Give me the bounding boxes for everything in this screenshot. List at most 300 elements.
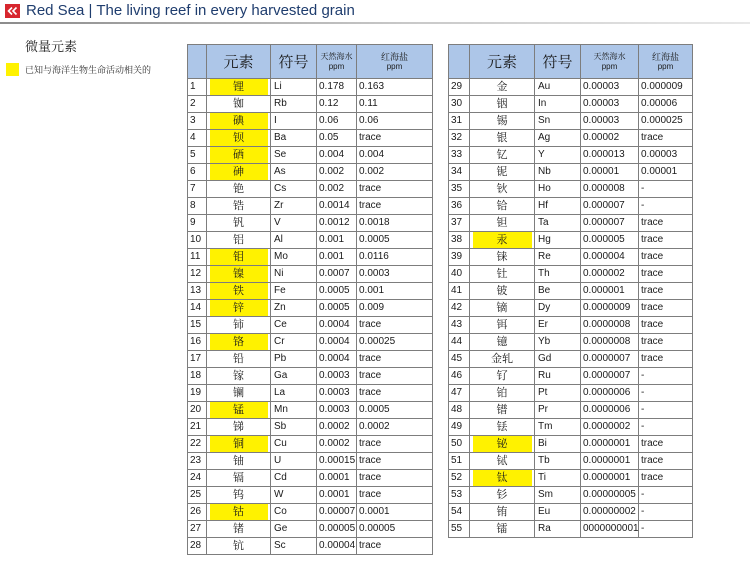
cell-symbol: Be [535,283,581,300]
trace-element-table-left [187,44,433,555]
cell-element: 钨 [207,487,271,504]
cell-redsea: - [639,487,693,504]
cell-symbol: Tm [535,419,581,436]
cell-element: 钛 [470,470,535,487]
cell-element: 钼 [207,249,271,266]
cell-redsea: trace [357,436,433,453]
table-row [449,164,693,181]
cell-redsea: 0.11 [357,96,433,113]
table-row [449,96,693,113]
cell-redsea: 0.00001 [639,164,693,181]
cell-element: 锆 [207,198,271,215]
cell-no: 32 [449,130,470,147]
cell-symbol: Zr [271,198,317,215]
cell-no: 14 [188,300,207,317]
cell-element: 铁 [207,283,271,300]
cell-no: 29 [449,79,470,96]
cell-no: 40 [449,266,470,283]
cell-no: 11 [188,249,207,266]
cell-redsea: 0.0003 [357,266,433,283]
table-row [188,96,433,113]
cell-no: 19 [188,385,207,402]
cell-seawater: 0.000002 [581,266,639,283]
column-header-seawater-unit: ppm [601,61,618,71]
cell-seawater: 0.0004 [317,334,357,351]
table-row [449,317,693,334]
cell-symbol: Cu [271,436,317,453]
table-row [449,130,693,147]
cell-seawater: 0.000007 [581,198,639,215]
cell-seawater: 0.001 [317,249,357,266]
cell-redsea: - [639,368,693,385]
cell-redsea: trace [357,198,433,215]
cell-seawater: 0.0000009 [581,300,639,317]
cell-element: 铈 [207,317,271,334]
cell-seawater: 0.00015 [317,453,357,470]
table-row [188,385,433,402]
cell-redsea: trace [639,232,693,249]
table-row [449,487,693,504]
cell-element: 钴 [207,504,271,521]
cell-no: 13 [188,283,207,300]
table-row [188,470,433,487]
cell-element: 金轧 [470,351,535,368]
cell-no: 44 [449,334,470,351]
cell-seawater: 0.0000001 [581,453,639,470]
cell-element: 锑 [207,419,271,436]
column-header-redsea [639,45,693,79]
cell-element: 锌 [207,300,271,317]
cell-redsea: trace [357,130,433,147]
cell-seawater: 0.00005 [317,521,357,538]
cell-no: 6 [188,164,207,181]
cell-seawater: 0.00000002 [581,504,639,521]
cell-seawater: 0.178 [317,79,357,96]
cell-seawater: 0.0000006 [581,385,639,402]
cell-element: 砷 [207,164,271,181]
table-row [449,368,693,385]
cell-no: 38 [449,232,470,249]
table-row [188,283,433,300]
cell-element: 铌 [470,164,535,181]
cell-no: 10 [188,232,207,249]
cell-redsea: trace [357,385,433,402]
cell-redsea: - [639,198,693,215]
cell-redsea: - [639,504,693,521]
cell-redsea: trace [639,436,693,453]
table-row [188,504,433,521]
cell-no: 41 [449,283,470,300]
cell-no: 26 [188,504,207,521]
cell-element: 铪 [470,198,535,215]
cell-seawater: 0.0002 [317,419,357,436]
cell-no: 39 [449,249,470,266]
cell-no: 20 [188,402,207,419]
cell-no: 16 [188,334,207,351]
cell-seawater: 0000000001 [581,521,639,538]
double-chevron-left-icon [5,4,20,18]
cell-element: 铽 [470,453,535,470]
column-header-number [188,45,207,79]
table-row [449,470,693,487]
cell-symbol: Li [271,79,317,96]
cell-symbol: Ag [535,130,581,147]
cell-symbol: Zn [271,300,317,317]
cell-symbol: Sn [535,113,581,130]
table-row [188,113,433,130]
cell-redsea: 0.163 [357,79,433,96]
cell-symbol: Tb [535,453,581,470]
cell-redsea: 0.0005 [357,232,433,249]
cell-seawater: 0.001 [317,232,357,249]
cell-no: 4 [188,130,207,147]
cell-no: 35 [449,181,470,198]
cell-seawater: 0.000005 [581,232,639,249]
cell-element: 镉 [207,470,271,487]
table-row [188,334,433,351]
cell-no: 53 [449,487,470,504]
cell-no: 17 [188,351,207,368]
cell-element: 镍 [207,266,271,283]
cell-seawater: 0.0005 [317,300,357,317]
cell-symbol: Gd [535,351,581,368]
cell-element: 铷 [207,96,271,113]
cell-no: 18 [188,368,207,385]
cell-symbol: Re [535,249,581,266]
cell-redsea: 0.0005 [357,402,433,419]
cell-no: 42 [449,300,470,317]
cell-element: 锰 [207,402,271,419]
cell-symbol: Ge [271,521,317,538]
cell-symbol: Pt [535,385,581,402]
cell-no: 49 [449,419,470,436]
table-row [449,79,693,96]
cell-redsea: trace [357,470,433,487]
column-header-seawater [581,45,639,79]
cell-seawater: 0.0000008 [581,317,639,334]
table-row [449,436,693,453]
cell-no: 31 [449,113,470,130]
column-header-redsea-label: 红海盐 [380,51,408,62]
cell-element: 碘 [207,113,271,130]
cell-seawater: 0.0000001 [581,470,639,487]
cell-element: 镨 [470,402,535,419]
column-header-element: 元素 [207,45,271,79]
cell-no: 1 [188,79,207,96]
cell-element: 镝 [470,300,535,317]
table-row [188,538,433,555]
cell-no: 8 [188,198,207,215]
cell-redsea: trace [357,487,433,504]
cell-symbol: Mn [271,402,317,419]
cell-redsea: trace [639,130,693,147]
cell-element: 铼 [470,249,535,266]
cell-redsea: - [639,419,693,436]
cell-seawater: 0.0000006 [581,402,639,419]
cell-element: 铝 [207,232,271,249]
cell-redsea: - [639,402,693,419]
cell-element: 锡 [470,113,535,130]
cell-seawater: 0.0001 [317,470,357,487]
cell-element: 钒 [207,215,271,232]
column-header-seawater-unit: ppm [328,61,345,71]
table-row [449,385,693,402]
section-heading: 微量元素 [25,39,78,54]
cell-redsea: trace [639,266,693,283]
cell-no: 45 [449,351,470,368]
cell-no: 15 [188,317,207,334]
cell-redsea: trace [357,368,433,385]
cell-element: 镭 [470,521,535,538]
table-row [449,147,693,164]
cell-no: 33 [449,147,470,164]
cell-redsea: 0.001 [357,283,433,300]
table-row [449,504,693,521]
cell-symbol: Ti [535,470,581,487]
cell-symbol: Sc [271,538,317,555]
cell-symbol: Cr [271,334,317,351]
cell-seawater: 0.004 [317,147,357,164]
cell-seawater: 0.12 [317,96,357,113]
table-row [188,130,433,147]
cell-no: 46 [449,368,470,385]
table-row [449,198,693,215]
cell-symbol: Al [271,232,317,249]
cell-element: 铬 [207,334,271,351]
cell-redsea: - [639,385,693,402]
cell-element: 铜 [207,436,271,453]
cell-symbol: Th [535,266,581,283]
table-row [188,232,433,249]
cell-symbol: Nb [535,164,581,181]
cell-no: 55 [449,521,470,538]
table-row [449,300,693,317]
cell-redsea: trace [357,351,433,368]
cell-symbol: Mo [271,249,317,266]
cell-element: 钇 [470,147,535,164]
header-divider [0,22,750,24]
cell-seawater: 0.0003 [317,402,357,419]
column-header-symbol: 符号 [271,45,317,79]
legend-highlight-swatch [6,63,19,76]
column-header-symbol: 符号 [535,45,581,79]
cell-element: 金 [470,79,535,96]
cell-symbol: Ga [271,368,317,385]
cell-seawater: 0.0000007 [581,368,639,385]
table-row [188,266,433,283]
cell-seawater: 0.0000008 [581,334,639,351]
cell-symbol: Fe [271,283,317,300]
cell-element: 镓 [207,368,271,385]
cell-element: 铍 [470,283,535,300]
cell-redsea: 0.06 [357,113,433,130]
cell-redsea: 0.009 [357,300,433,317]
cell-symbol: In [535,96,581,113]
cell-element: 铀 [207,453,271,470]
cell-redsea: trace [639,334,693,351]
cell-redsea: - [639,521,693,538]
cell-redsea: trace [357,317,433,334]
cell-no: 25 [188,487,207,504]
cell-seawater: 0.0007 [317,266,357,283]
table-row [188,419,433,436]
table-row [449,351,693,368]
cell-symbol: V [271,215,317,232]
table-row [188,198,433,215]
cell-redsea: trace [639,215,693,232]
cell-symbol: Rb [271,96,317,113]
cell-symbol: Hg [535,232,581,249]
cell-no: 3 [188,113,207,130]
cell-seawater: 0.0005 [317,283,357,300]
table-row [188,300,433,317]
cell-seawater: 0.00007 [317,504,357,521]
cell-redsea: 0.000025 [639,113,693,130]
trace-element-table-right [448,44,693,538]
column-header-redsea-unit: ppm [386,61,403,71]
column-header-number [449,45,470,79]
cell-symbol: Ra [535,521,581,538]
cell-seawater: 0.0000001 [581,436,639,453]
column-header-seawater-label: 天然海水 [593,51,626,61]
table-body [188,79,433,555]
cell-redsea: 0.00025 [357,334,433,351]
cell-no: 43 [449,317,470,334]
table-row [449,521,693,538]
cell-symbol: Pr [535,402,581,419]
cell-no: 48 [449,402,470,419]
cell-no: 50 [449,436,470,453]
cell-symbol: Hf [535,198,581,215]
cell-seawater: 0.00003 [581,79,639,96]
cell-element: 铋 [470,436,535,453]
cell-no: 52 [449,470,470,487]
cell-symbol: As [271,164,317,181]
table-header-row [449,45,693,79]
table-row [188,351,433,368]
cell-redsea: 0.00006 [639,96,693,113]
cell-element: 镧 [207,385,271,402]
table-row [449,232,693,249]
cell-seawater: 0.0004 [317,351,357,368]
cell-redsea: 0.0018 [357,215,433,232]
cell-symbol: W [271,487,317,504]
cell-symbol: Se [271,147,317,164]
cell-no: 37 [449,215,470,232]
table-row [188,249,433,266]
legend-label: 已知与海洋生物生命活动相关的 [25,65,152,75]
page-title: Red Sea | The living reef in every harvested grain [26,2,355,19]
cell-symbol: Ru [535,368,581,385]
cell-element: 钌 [470,368,535,385]
cell-seawater: 0.000008 [581,181,639,198]
cell-seawater: 0.00003 [581,96,639,113]
cell-redsea: trace [639,317,693,334]
cell-seawater: 0.000001 [581,283,639,300]
cell-symbol: Cs [271,181,317,198]
cell-redsea: - [639,181,693,198]
cell-no: 2 [188,96,207,113]
cell-seawater: 0.06 [317,113,357,130]
table-row [188,436,433,453]
cell-seawater: 0.0003 [317,368,357,385]
table-row [188,147,433,164]
cell-no: 12 [188,266,207,283]
table-row [449,334,693,351]
cell-no: 23 [188,453,207,470]
table-row [188,181,433,198]
column-header-redsea [357,45,433,79]
cell-symbol: Ba [271,130,317,147]
table-row [449,215,693,232]
cell-symbol: Ho [535,181,581,198]
cell-symbol: U [271,453,317,470]
cell-redsea: trace [639,249,693,266]
cell-element: 锗 [207,521,271,538]
column-header-seawater-label: 天然海水 [320,51,353,61]
cell-symbol: Sb [271,419,317,436]
cell-seawater: 0.00004 [317,538,357,555]
cell-redsea: 0.0116 [357,249,433,266]
cell-element: 汞 [470,232,535,249]
cell-redsea: trace [639,351,693,368]
cell-symbol: Co [271,504,317,521]
cell-seawater: 0.0000007 [581,351,639,368]
cell-seawater: 0.0003 [317,385,357,402]
cell-redsea: trace [357,453,433,470]
cell-symbol: Ce [271,317,317,334]
table-row [449,113,693,130]
table-header-row [188,45,433,79]
cell-symbol: Ta [535,215,581,232]
cell-seawater: 0.000004 [581,249,639,266]
cell-no: 22 [188,436,207,453]
cell-symbol: Y [535,147,581,164]
cell-seawater: 0.002 [317,164,357,181]
cell-seawater: 0.000013 [581,147,639,164]
table-row [188,368,433,385]
cell-seawater: 0.0000002 [581,419,639,436]
table-row [188,402,433,419]
cell-no: 51 [449,453,470,470]
cell-no: 5 [188,147,207,164]
column-header-redsea-label: 红海盐 [651,51,679,62]
cell-element: 钡 [207,130,271,147]
cell-element: 硒 [207,147,271,164]
cell-redsea: trace [357,181,433,198]
cell-symbol: I [271,113,317,130]
table-row [188,521,433,538]
cell-element: 钍 [470,266,535,283]
cell-redsea: 0.0001 [357,504,433,521]
cell-redsea: trace [639,470,693,487]
cell-no: 27 [188,521,207,538]
cell-no: 30 [449,96,470,113]
table-body [449,79,693,538]
cell-redsea: trace [357,538,433,555]
cell-seawater: 0.05 [317,130,357,147]
cell-symbol: La [271,385,317,402]
cell-seawater: 0.0002 [317,436,357,453]
table-row [188,453,433,470]
cell-symbol: Ni [271,266,317,283]
cell-no: 54 [449,504,470,521]
cell-symbol: Dy [535,300,581,317]
cell-element: 铂 [470,385,535,402]
cell-symbol: Au [535,79,581,96]
table-row [188,215,433,232]
cell-seawater: 0.00003 [581,113,639,130]
